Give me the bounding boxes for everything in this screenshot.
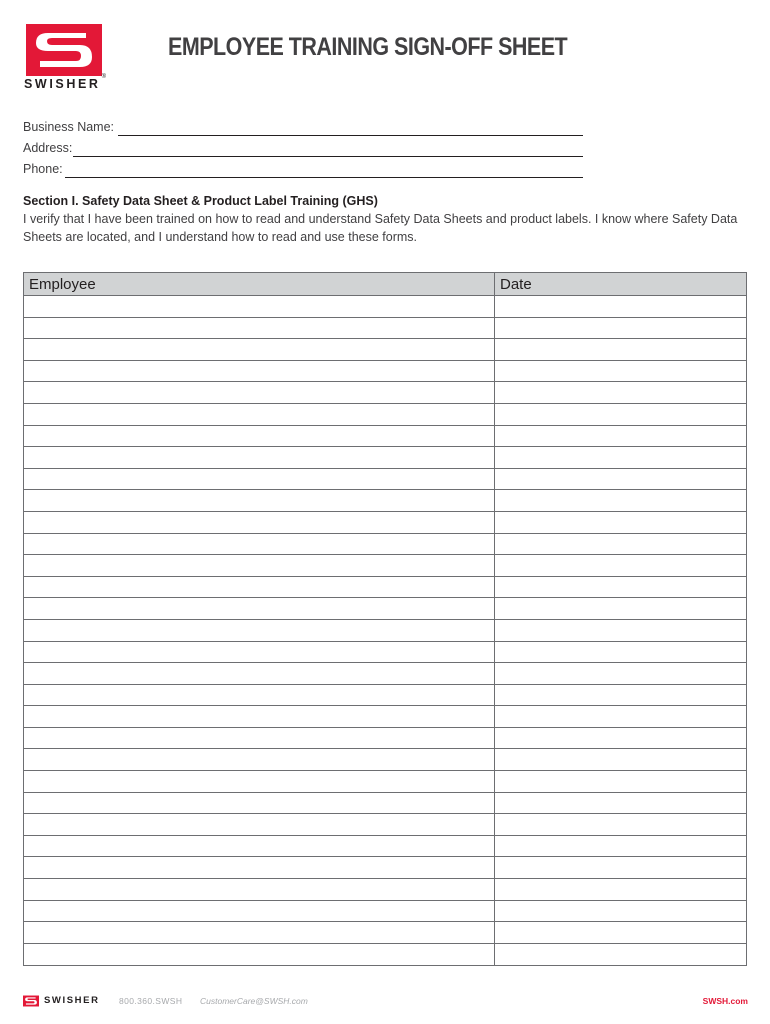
footer-swisher-logo-icon [23,995,39,1007]
phone-field[interactable] [23,162,583,180]
footer-website[interactable]: SWSH.com [702,996,748,1006]
table-row[interactable] [24,814,746,836]
table-row[interactable] [24,944,746,966]
column-divider [494,273,495,965]
table-row[interactable] [24,706,746,728]
table-row[interactable] [24,749,746,771]
table-row[interactable] [24,598,746,620]
table-row[interactable] [24,879,746,901]
footer-brand: SWISHER [44,995,100,1006]
swisher-s-logo-icon [26,24,102,76]
table-header [24,273,746,296]
sign-off-table [23,272,747,966]
address-line[interactable] [73,156,583,157]
registered-mark: ® [101,74,106,80]
phone-line[interactable] [65,177,583,178]
table-row[interactable] [24,534,746,556]
table-row[interactable] [24,382,746,404]
table-row[interactable] [24,426,746,448]
table-row[interactable] [24,490,746,512]
employee-column-header: Employee [29,276,96,293]
table-row[interactable] [24,857,746,879]
table-row[interactable] [24,642,746,664]
table-row[interactable] [24,404,746,426]
section-statement: I verify that I have been trained on how to read and understand Safety Data Sheets and product labels. I know where Safety Data Sheets are located, and I understand how to read and use these forms. [23,212,738,244]
section-heading: Section I. Safety Data Sheet & Product Label Training (GHS) [23,194,378,208]
business-name-label: Business Name: [23,120,115,134]
table-row[interactable] [24,469,746,491]
table-row[interactable] [24,620,746,642]
address-field[interactable] [23,141,583,159]
table-row[interactable] [24,685,746,707]
table-row[interactable] [24,361,746,383]
table-row[interactable] [24,728,746,750]
table-row[interactable] [24,663,746,685]
business-name-line[interactable] [118,135,583,136]
page-title: EMPLOYEE TRAINING SIGN-OFF SHEET [168,33,568,61]
table-row[interactable] [24,318,746,340]
table-row[interactable] [24,577,746,599]
table-row[interactable] [24,922,746,944]
table-row[interactable] [24,296,746,318]
table-row[interactable] [24,771,746,793]
table-row[interactable] [24,901,746,923]
business-name-field[interactable] [23,120,583,138]
footer [23,994,748,1010]
table-row[interactable] [24,836,746,858]
table-row[interactable] [24,555,746,577]
phone-label: Phone: [23,162,63,176]
footer-email[interactable]: CustomerCare@SWSH.com [200,996,308,1006]
table-row[interactable] [24,512,746,534]
logo-wordmark: SWISHER [24,77,101,91]
swisher-logo [24,24,106,92]
address-label: Address: [23,141,73,155]
table-body [24,296,746,965]
table-row[interactable] [24,447,746,469]
table-row[interactable] [24,339,746,361]
table-row[interactable] [24,793,746,815]
date-column-header: Date [500,276,532,293]
footer-phone: 800.360.SWSH [119,996,183,1006]
